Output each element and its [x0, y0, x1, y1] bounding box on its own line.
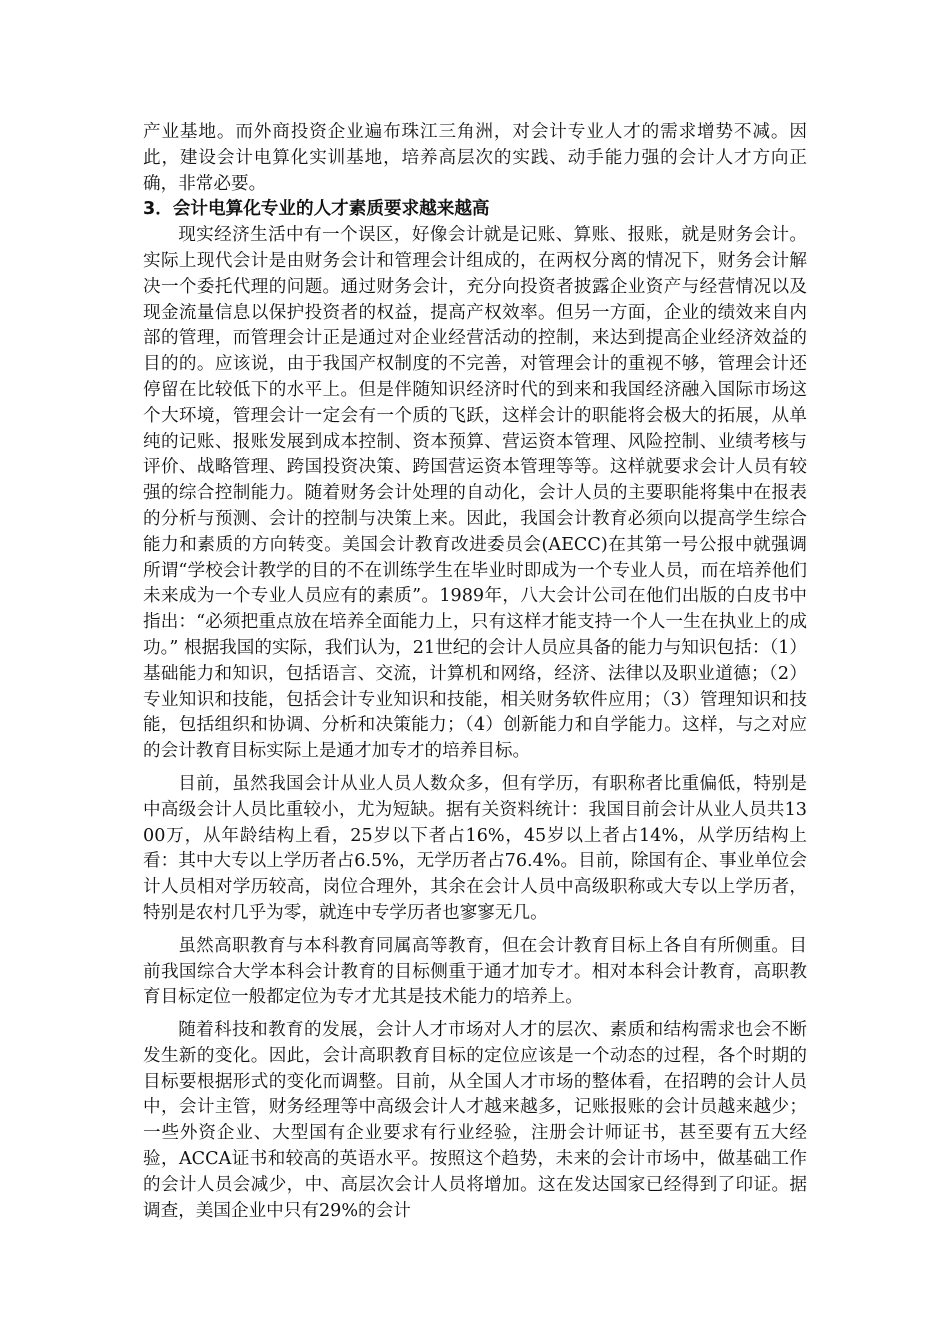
body-paragraph: 目前，虽然我国会计从业人员人数众多，但有学历，有职称者比重偏低，特别是中高级会计人员比重较小，尤为短缺。据有关资料统计：我国目前会计从业人员共1300万，从年龄结构上看，25岁以下者占16%，45岁以上者占14%，从学历结构上看：其中大专以上学历者占6.5%，无学历者占76.4%。目前，除国有企、事业单位会计人员相对学历较高，岗位合理外，其余在会计人员中高级职称或大专以上学历者，特别是农村几乎为零，就连中专学历者也寥寥无几。: [143, 773, 807, 923]
section-heading: 3．会计电算化专业的人才素质要求越来越高: [143, 199, 490, 220]
document-body: [143, 120, 807, 1224]
paragraph-spacer: [143, 765, 807, 772]
body-paragraph: 虽然高职教育与本科教育同属高等教育，但在会计教育目标上各自有所侧重。目前我国综合大学本科会计教育的目标侧重于通才加专才。相对本科会计教育，高职教育目标定位一般都定位为专才尤其是技术能力的培养上。: [143, 935, 807, 1008]
paragraph-spacer: [143, 927, 807, 934]
paragraph-spacer: [143, 1011, 807, 1018]
intro-paragraph: 产业基地。而外商投资企业遍布珠江三角洲，对会计专业人才的需求增势不减。因此，建设会计电算化实训基地，培养高层次的实践、动手能力强的会计人才方向正确，非常必要。: [143, 122, 807, 194]
body-paragraph: 随着科技和教育的发展，会计人才市场对人才的层次、素质和结构需求也会不断发生新的变化。因此，会计高职教育目标的定位应该是一个动态的过程，各个时期的目标要根据形式的变化而调整。目前，从全国人才市场的整体看，在招聘的会计人员中，会计主管，财务经理等中高级会计人才越来越多，记账报账的会计员越来越少；一些外资企业、大型国有企业要求有行业经验，注册会计师证书，甚至要有五大经验，ACCA证书和较高的英语水平。按照这个趋势，未来的会计市场中，做基础工作的会计人员会减少，中、高层次会计人员将增加。这在发达国家已经得到了印证。据调查，美国企业中只有29%的会计: [143, 1020, 807, 1221]
body-paragraph: 现实经济生活中有一个误区，好像会计就是记账、算账、报账，就是财务会计。实际上现代会计是由财务会计和管理会计组成的，在两权分离的情况下，财务会计解决一个委托代理的问题。通过财务会计，充分向投资者披露企业资产与经营情况以及现金流量信息以保护投资者的权益，提高产权效率。但另一方面，企业的绩效来自内部的管理，而管理会计正是通过对企业经营活动的控制，来达到提高企业经济效益的目的的。应该说，由于我国产权制度的不完善，对管理会计的重视不够，管理会计还停留在比较低下的水平上。但是伴随知识经济时代的到来和我国经济融入国际市场这个大环境，管理会计一定会有一个质的飞跃，这样会计的职能将会极大的拓展，从单纯的记账、报账发展到成本控制、资本预算、营运资本管理、风险控制、业绩考核与评价、战略管理、跨国投资决策、跨国营运资本管理等等。这样就要求会计人员有较强的综合控制能力。随着财务会计处理的自动化，会计人员的主要职能将集中在报表的分析与预测、会计的控制与决策上来。因此，我国会计教育必须向以提高学生综合能力和素质的方向转变。美国会计教育改进委员会(AECC)在其第一号公报中就强调所谓“学校会计教学的目的不在训练学生在毕业时即成为一个专业人员，而在培养他们未来成为一个专业人员应有的素质”。1989年，八大会计公司在他们出版的白皮书中指出：“必须把重点放在培养全面能力上，只有这样才能支持一个人一生在执业上的成功。” 根据我国的实际，我们认为，21世纪的会计人员应具备的能力与知识包括：（1）基础能力和知识，包括语言、交流，计算机和网络，经济、法律以及职业道德；（2）专业知识和技能，包括会计专业知识和技能，相关财务软件应用；（3）管理知识和技能，包括组织和协调、分析和决策能力；（4）创新能力和自学能力。这样，与之对应的会计教育目标实际上是通才加专才的培养目标。: [143, 225, 807, 762]
